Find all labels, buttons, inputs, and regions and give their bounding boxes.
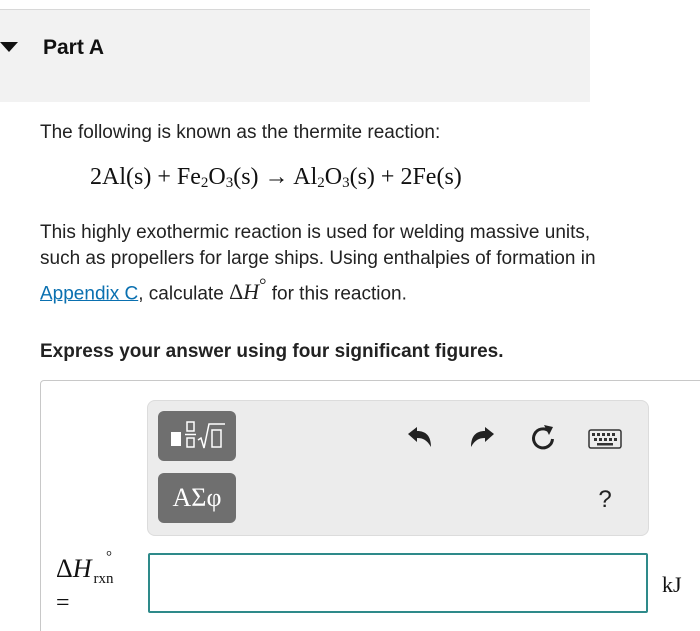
undo-button[interactable] (406, 425, 434, 452)
math-toolbar (147, 400, 649, 536)
redo-icon (468, 425, 496, 449)
appendix-c-link[interactable]: Appendix C (40, 283, 139, 305)
templates-icon (165, 418, 229, 454)
greek-letters-button[interactable]: ΑΣφ (158, 473, 236, 523)
reset-icon (528, 423, 558, 453)
unit-label: kJ (662, 572, 682, 597)
question-intro: The following is known as the thermite reaction: (40, 122, 441, 143)
redo-button[interactable] (468, 425, 496, 452)
keyboard-icon (588, 429, 622, 449)
question-paragraph: This highly exothermic reaction is used for welding massive units, such as propellers for large ships. Using enthalpies of formation in Appendix C, calculate ΔH° for this reaction. (40, 222, 596, 305)
part-title: Part A (43, 36, 105, 59)
undo-icon (406, 425, 434, 449)
templates-button[interactable] (158, 411, 236, 461)
answer-input[interactable] (148, 553, 648, 613)
delta-h-symbol: ΔH° (229, 275, 267, 305)
delta-h-rxn-label: ΔH ° $_{rxn}$ (56, 549, 114, 587)
answer-instruction: Express your answer using four significant figures. (40, 341, 504, 362)
equals-sign: = (56, 590, 70, 616)
keyboard-button[interactable] (588, 429, 622, 452)
help-button[interactable]: ? (590, 483, 620, 517)
caret-down-icon[interactable] (0, 42, 18, 52)
thermite-equation: $2Al(s) + Fe_2O_3(s) \to Al_2O_3(s) + 2Fe(s)$ (90, 164, 462, 191)
reset-button[interactable] (528, 423, 558, 456)
